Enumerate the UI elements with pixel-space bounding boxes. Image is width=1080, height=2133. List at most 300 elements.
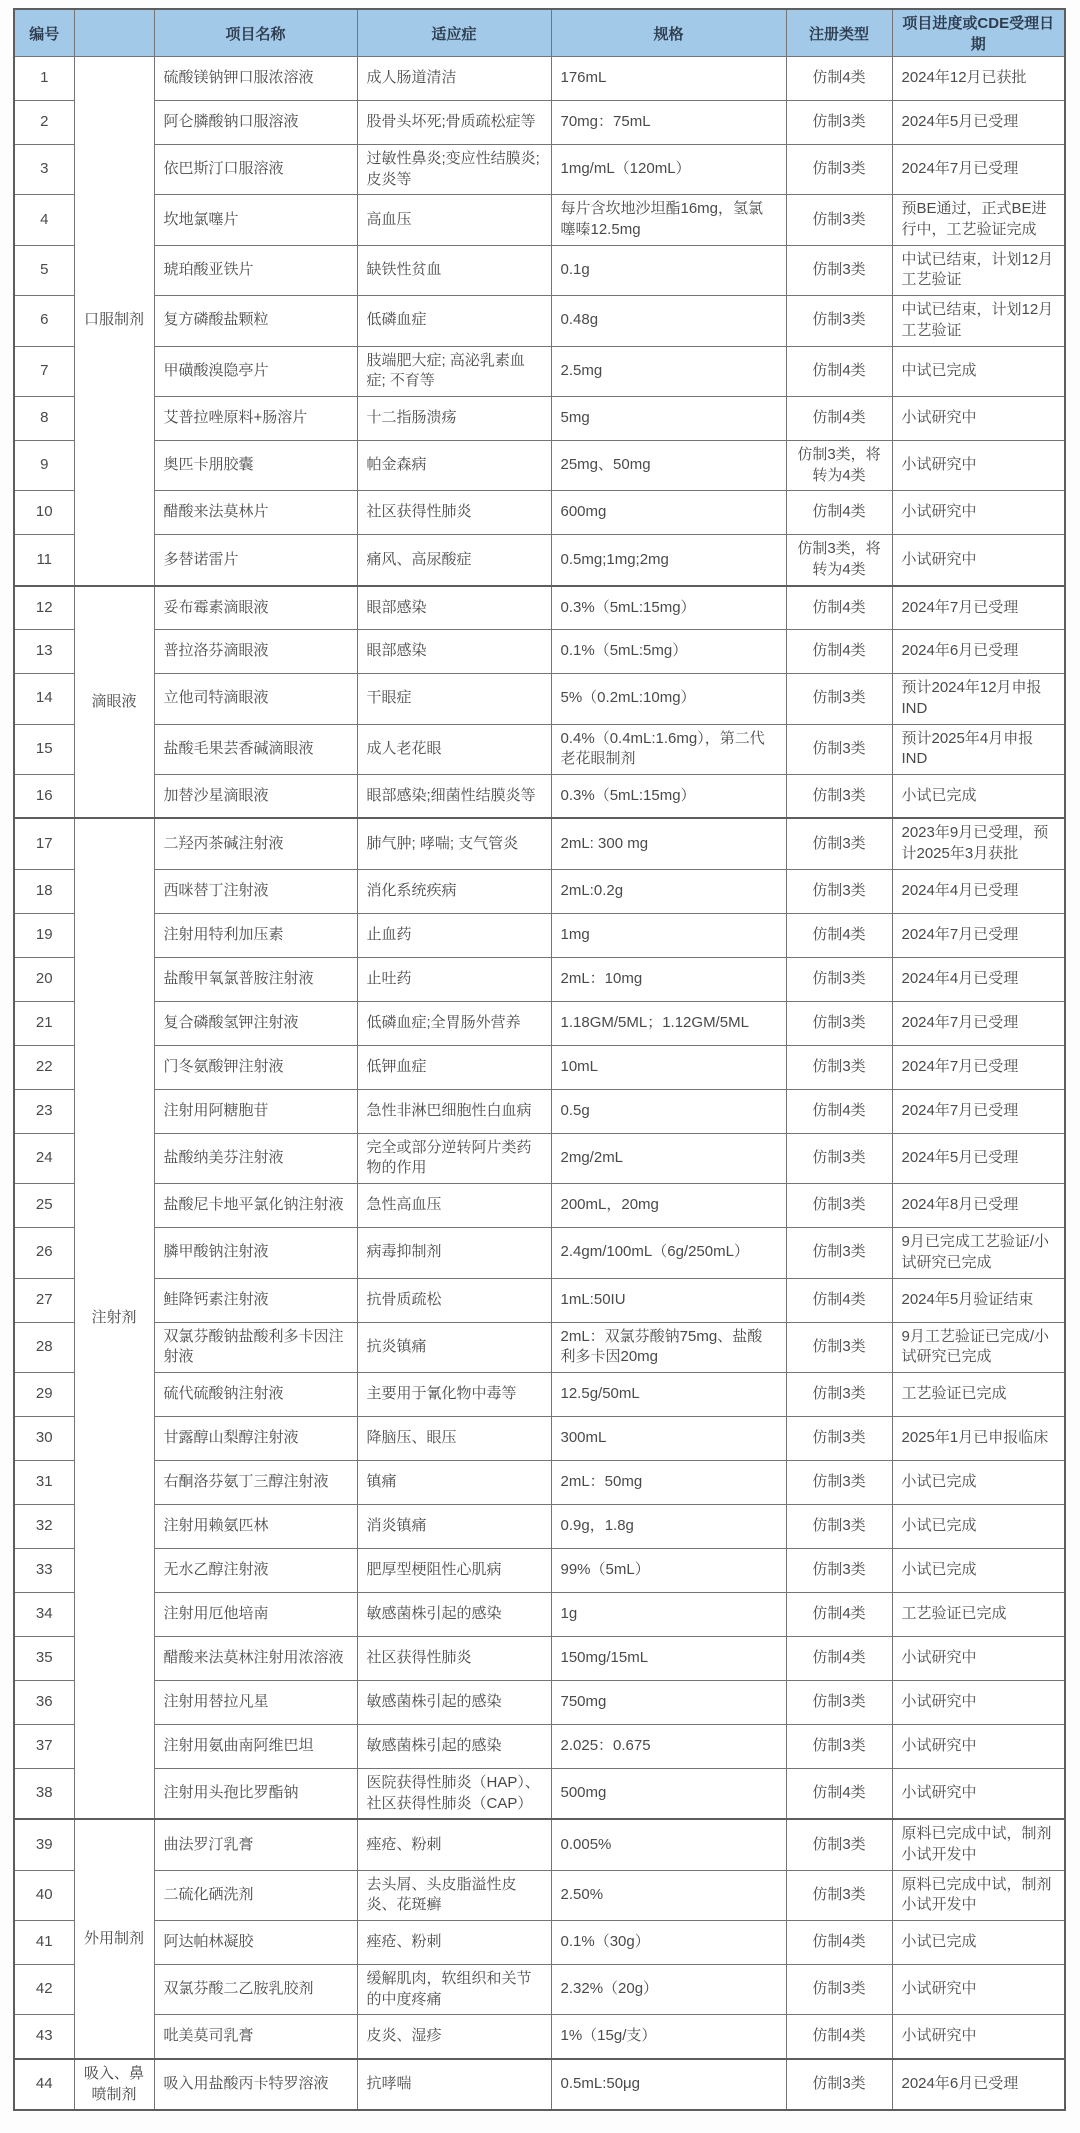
spec-cell: 2mL:0.2g — [551, 869, 786, 913]
indication-cell: 止吐药 — [357, 957, 551, 1001]
row-number-cell: 17 — [14, 818, 74, 869]
reg-type-cell: 仿制3类 — [786, 1819, 892, 1870]
reg-type-cell: 仿制3类 — [786, 818, 892, 869]
table-row — [14, 1045, 1065, 1089]
spec-cell: 2mL: 300 mg — [551, 818, 786, 869]
indication-cell: 社区获得性肺炎 — [357, 491, 551, 535]
category-cell: 吸入、鼻喷制剂 — [74, 2059, 154, 2110]
row-number-cell: 12 — [14, 586, 74, 630]
progress-cell: 原料已完成中试，制剂小试开发中 — [892, 1870, 1065, 1920]
spec-cell: 0.5g — [551, 1089, 786, 1133]
progress-cell: 2024年7月已受理 — [892, 145, 1065, 195]
spec-cell: 99%（5mL） — [551, 1548, 786, 1592]
spec-cell: 2.5mg — [551, 346, 786, 396]
reg-type-cell: 仿制3类 — [786, 1870, 892, 1920]
progress-cell: 2024年12月已获批 — [892, 57, 1065, 101]
progress-cell: 中试已结束，计划12月工艺验证 — [892, 296, 1065, 346]
spec-cell: 0.1%（30g） — [551, 1921, 786, 1965]
row-number-cell: 4 — [14, 195, 74, 245]
header-cell-category — [74, 9, 154, 57]
spec-cell: 600mg — [551, 491, 786, 535]
indication-cell: 皮炎、湿疹 — [357, 2015, 551, 2059]
row-number-cell: 35 — [14, 1636, 74, 1680]
progress-cell: 2024年7月已受理 — [892, 913, 1065, 957]
progress-cell: 2023年9月已受理，预计2025年3月获批 — [892, 818, 1065, 869]
project-name-cell: 甲磺酸溴隐亭片 — [154, 346, 357, 396]
progress-cell: 小试已完成 — [892, 1548, 1065, 1592]
progress-cell: 小试研究中 — [892, 396, 1065, 440]
project-name-cell: 双氯芬酸钠盐酸利多卡因注射液 — [154, 1322, 357, 1372]
table-row — [14, 1184, 1065, 1228]
row-number-cell: 1 — [14, 57, 74, 101]
spec-cell: 0.005% — [551, 1819, 786, 1870]
reg-type-cell: 仿制3类 — [786, 296, 892, 346]
reg-type-cell: 仿制3类 — [786, 1184, 892, 1228]
indication-cell: 低磷血症;全胃肠外营养 — [357, 1001, 551, 1045]
row-number-cell: 41 — [14, 1921, 74, 1965]
table-row — [14, 586, 1065, 630]
indication-cell: 痛风、高尿酸症 — [357, 535, 551, 586]
indication-cell: 急性非淋巴细胞性白血病 — [357, 1089, 551, 1133]
indication-cell: 敏感菌株引起的感染 — [357, 1680, 551, 1724]
indication-cell: 帕金森病 — [357, 440, 551, 490]
drug-pipeline-table — [13, 8, 1066, 2111]
row-number-cell: 42 — [14, 1965, 74, 2015]
indication-cell: 痤疮、粉刺 — [357, 1921, 551, 1965]
spec-cell: 500mg — [551, 1768, 786, 1819]
reg-type-cell: 仿制3类 — [786, 1133, 892, 1183]
spec-cell: 2mL：50mg — [551, 1460, 786, 1504]
indication-cell: 抗炎镇痛 — [357, 1322, 551, 1372]
reg-type-cell: 仿制3类 — [786, 957, 892, 1001]
table-row — [14, 1133, 1065, 1183]
row-number-cell: 2 — [14, 101, 74, 145]
reg-type-cell: 仿制3类，将转为4类 — [786, 535, 892, 586]
spec-cell: 25mg、50mg — [551, 440, 786, 490]
reg-type-cell: 仿制3类 — [786, 101, 892, 145]
table-row — [14, 818, 1065, 869]
progress-cell: 小试研究中 — [892, 440, 1065, 490]
table-row — [14, 195, 1065, 245]
project-name-cell: 硫酸镁钠钾口服浓溶液 — [154, 57, 357, 101]
progress-cell: 小试研究中 — [892, 2015, 1065, 2059]
reg-type-cell: 仿制3类 — [786, 674, 892, 724]
indication-cell: 肺气肿; 哮喘; 支气管炎 — [357, 818, 551, 869]
progress-cell: 小试研究中 — [892, 491, 1065, 535]
reg-type-cell: 仿制3类 — [786, 145, 892, 195]
table-row — [14, 1592, 1065, 1636]
table-row — [14, 535, 1065, 586]
progress-cell: 小试研究中 — [892, 1680, 1065, 1724]
project-name-cell: 艾普拉唑原料+肠溶片 — [154, 396, 357, 440]
spec-cell: 2.50% — [551, 1870, 786, 1920]
indication-cell: 消炎镇痛 — [357, 1504, 551, 1548]
table-row — [14, 869, 1065, 913]
reg-type-cell: 仿制3类，将转为4类 — [786, 440, 892, 490]
table-row — [14, 724, 1065, 774]
indication-cell: 去头屑、头皮脂溢性皮炎、花斑癣 — [357, 1870, 551, 1920]
row-number-cell: 20 — [14, 957, 74, 1001]
table-row — [14, 913, 1065, 957]
indication-cell: 降脑压、眼压 — [357, 1416, 551, 1460]
indication-cell: 病毒抑制剂 — [357, 1228, 551, 1278]
indication-cell: 急性高血压 — [357, 1184, 551, 1228]
progress-cell: 中试已结束，计划12月工艺验证 — [892, 245, 1065, 295]
indication-cell: 敏感菌株引起的感染 — [357, 1592, 551, 1636]
indication-cell: 缓解肌肉，软组织和关节的中度疼痛 — [357, 1965, 551, 2015]
table-row — [14, 774, 1065, 818]
reg-type-cell: 仿制3类 — [786, 1372, 892, 1416]
project-name-cell: 琥珀酸亚铁片 — [154, 245, 357, 295]
row-number-cell: 28 — [14, 1322, 74, 1372]
project-name-cell: 注射用氨曲南阿维巴坦 — [154, 1724, 357, 1768]
category-cell: 外用制剂 — [74, 1819, 154, 2059]
table-row — [14, 1680, 1065, 1724]
row-number-cell: 3 — [14, 145, 74, 195]
project-name-cell: 门冬氨酸钾注射液 — [154, 1045, 357, 1089]
row-number-cell: 30 — [14, 1416, 74, 1460]
table-row — [14, 491, 1065, 535]
project-name-cell: 注射用替拉凡星 — [154, 1680, 357, 1724]
spec-cell: 5%（0.2mL:10mg） — [551, 674, 786, 724]
project-name-cell: 膦甲酸钠注射液 — [154, 1228, 357, 1278]
indication-cell: 眼部感染;细菌性结膜炎等 — [357, 774, 551, 818]
project-name-cell: 醋酸来法莫林片 — [154, 491, 357, 535]
reg-type-cell: 仿制3类 — [786, 1548, 892, 1592]
spec-cell: 0.48g — [551, 296, 786, 346]
row-number-cell: 40 — [14, 1870, 74, 1920]
spec-cell: 2mL：双氯芬酸钠75mg、盐酸利多卡因20mg — [551, 1322, 786, 1372]
table-row — [14, 1089, 1065, 1133]
row-number-cell: 8 — [14, 396, 74, 440]
spec-cell: 0.1%（5mL:5mg） — [551, 630, 786, 674]
table-body — [14, 57, 1065, 2111]
project-name-cell: 曲法罗汀乳膏 — [154, 1819, 357, 1870]
progress-cell: 预计2025年4月申报IND — [892, 724, 1065, 774]
row-number-cell: 22 — [14, 1045, 74, 1089]
indication-cell: 敏感菌株引起的感染 — [357, 1724, 551, 1768]
row-number-cell: 24 — [14, 1133, 74, 1183]
spec-cell: 300mL — [551, 1416, 786, 1460]
project-name-cell: 右酮洛芬氨丁三醇注射液 — [154, 1460, 357, 1504]
spec-cell: 0.5mL:50μg — [551, 2059, 786, 2110]
table-row — [14, 145, 1065, 195]
project-name-cell: 奥匹卡朋胶囊 — [154, 440, 357, 490]
reg-type-cell: 仿制4类 — [786, 1592, 892, 1636]
row-number-cell: 27 — [14, 1278, 74, 1322]
project-name-cell: 盐酸毛果芸香碱滴眼液 — [154, 724, 357, 774]
indication-cell: 成人肠道清洁 — [357, 57, 551, 101]
spec-cell: 12.5g/50mL — [551, 1372, 786, 1416]
table-row — [14, 1416, 1065, 1460]
table-row — [14, 1548, 1065, 1592]
reg-type-cell: 仿制4类 — [786, 346, 892, 396]
project-name-cell: 依巴斯汀口服溶液 — [154, 145, 357, 195]
progress-cell: 中试已完成 — [892, 346, 1065, 396]
row-number-cell: 13 — [14, 630, 74, 674]
spec-cell: 1%（15g/支） — [551, 2015, 786, 2059]
progress-cell: 2024年7月已受理 — [892, 1001, 1065, 1045]
project-name-cell: 注射用厄他培南 — [154, 1592, 357, 1636]
reg-type-cell: 仿制3类 — [786, 245, 892, 295]
row-number-cell: 29 — [14, 1372, 74, 1416]
table-row — [14, 101, 1065, 145]
reg-type-cell: 仿制4类 — [786, 630, 892, 674]
indication-cell: 抗哮喘 — [357, 2059, 551, 2110]
indication-cell: 消化系统疾病 — [357, 869, 551, 913]
reg-type-cell: 仿制3类 — [786, 1001, 892, 1045]
reg-type-cell: 仿制4类 — [786, 1768, 892, 1819]
spec-cell: 150mg/15mL — [551, 1636, 786, 1680]
project-name-cell: 二硫化硒洗剂 — [154, 1870, 357, 1920]
indication-cell: 医院获得性肺炎（HAP）、社区获得性肺炎（CAP） — [357, 1768, 551, 1819]
reg-type-cell: 仿制3类 — [786, 1680, 892, 1724]
table-row — [14, 1636, 1065, 1680]
row-number-cell: 7 — [14, 346, 74, 396]
table-row — [14, 57, 1065, 101]
spec-cell: 1g — [551, 1592, 786, 1636]
project-name-cell: 盐酸纳美芬注射液 — [154, 1133, 357, 1183]
spec-cell: 176mL — [551, 57, 786, 101]
row-number-cell: 34 — [14, 1592, 74, 1636]
reg-type-cell: 仿制3类 — [786, 1416, 892, 1460]
header-cell-progress: 项目进度或CDE受理日期 — [892, 9, 1065, 57]
progress-cell: 小试研究中 — [892, 1768, 1065, 1819]
header-row — [14, 9, 1065, 57]
row-number-cell: 23 — [14, 1089, 74, 1133]
indication-cell: 肥厚型梗阻性心肌病 — [357, 1548, 551, 1592]
table-row — [14, 1870, 1065, 1920]
progress-cell: 原料已完成中试，制剂小试开发中 — [892, 1819, 1065, 1870]
indication-cell: 成人老花眼 — [357, 724, 551, 774]
project-name-cell: 吡美莫司乳膏 — [154, 2015, 357, 2059]
spec-cell: 750mg — [551, 1680, 786, 1724]
progress-cell: 小试研究中 — [892, 1965, 1065, 2015]
row-number-cell: 43 — [14, 2015, 74, 2059]
row-number-cell: 9 — [14, 440, 74, 490]
reg-type-cell: 仿制4类 — [786, 2015, 892, 2059]
spec-cell: 5mg — [551, 396, 786, 440]
spec-cell: 0.3%（5mL:15mg） — [551, 774, 786, 818]
project-name-cell: 注射用特利加压素 — [154, 913, 357, 957]
reg-type-cell: 仿制3类 — [786, 869, 892, 913]
project-name-cell: 阿仑膦酸钠口服溶液 — [154, 101, 357, 145]
row-number-cell: 18 — [14, 869, 74, 913]
spec-cell: 2.4gm/100mL（6g/250mL） — [551, 1228, 786, 1278]
row-number-cell: 19 — [14, 913, 74, 957]
spec-cell: 2mg/2mL — [551, 1133, 786, 1183]
spec-cell: 0.9g，1.8g — [551, 1504, 786, 1548]
reg-type-cell: 仿制4类 — [786, 1921, 892, 1965]
table-row — [14, 1372, 1065, 1416]
spec-cell: 200mL，20mg — [551, 1184, 786, 1228]
progress-cell: 2024年4月已受理 — [892, 869, 1065, 913]
project-name-cell: 鲑降钙素注射液 — [154, 1278, 357, 1322]
table-row — [14, 346, 1065, 396]
table-row — [14, 1228, 1065, 1278]
row-number-cell: 37 — [14, 1724, 74, 1768]
table-row — [14, 1819, 1065, 1870]
table-header — [14, 9, 1065, 57]
row-number-cell: 38 — [14, 1768, 74, 1819]
reg-type-cell: 仿制3类 — [786, 1045, 892, 1089]
indication-cell: 眼部感染 — [357, 586, 551, 630]
spec-cell: 1mg — [551, 913, 786, 957]
indication-cell: 肢端肥大症; 高泌乳素血症; 不育等 — [357, 346, 551, 396]
reg-type-cell: 仿制4类 — [786, 913, 892, 957]
project-name-cell: 立他司特滴眼液 — [154, 674, 357, 724]
table-row — [14, 1768, 1065, 1819]
indication-cell: 镇痛 — [357, 1460, 551, 1504]
progress-cell: 2024年5月已受理 — [892, 1133, 1065, 1183]
category-cell: 口服制剂 — [74, 57, 154, 586]
progress-cell: 小试研究中 — [892, 535, 1065, 586]
spec-cell: 1.18GM/5ML；1.12GM/5ML — [551, 1001, 786, 1045]
row-number-cell: 31 — [14, 1460, 74, 1504]
table-row — [14, 1460, 1065, 1504]
indication-cell: 干眼症 — [357, 674, 551, 724]
indication-cell: 社区获得性肺炎 — [357, 1636, 551, 1680]
project-name-cell: 阿达帕林凝胶 — [154, 1921, 357, 1965]
spec-cell: 10mL — [551, 1045, 786, 1089]
indication-cell: 股骨头坏死;骨质疏松症等 — [357, 101, 551, 145]
header-cell-reg-type: 注册类型 — [786, 9, 892, 57]
reg-type-cell: 仿制3类 — [786, 2059, 892, 2110]
progress-cell: 2024年7月已受理 — [892, 1089, 1065, 1133]
progress-cell: 小试已完成 — [892, 1504, 1065, 1548]
project-name-cell: 加替沙星滴眼液 — [154, 774, 357, 818]
reg-type-cell: 仿制4类 — [786, 1278, 892, 1322]
indication-cell: 缺铁性贫血 — [357, 245, 551, 295]
spec-cell: 0.1g — [551, 245, 786, 295]
row-number-cell: 33 — [14, 1548, 74, 1592]
project-name-cell: 注射用头孢比罗酯钠 — [154, 1768, 357, 1819]
row-number-cell: 32 — [14, 1504, 74, 1548]
progress-cell: 预计2024年12月申报IND — [892, 674, 1065, 724]
project-name-cell: 无水乙醇注射液 — [154, 1548, 357, 1592]
reg-type-cell: 仿制4类 — [786, 396, 892, 440]
indication-cell: 高血压 — [357, 195, 551, 245]
table-row — [14, 957, 1065, 1001]
reg-type-cell: 仿制3类 — [786, 1228, 892, 1278]
spec-cell: 70mg：75mL — [551, 101, 786, 145]
project-name-cell: 多替诺雷片 — [154, 535, 357, 586]
indication-cell: 痤疮、粉刺 — [357, 1819, 551, 1870]
spec-cell: 0.5mg;1mg;2mg — [551, 535, 786, 586]
spec-cell: 0.4%（0.4mL:1.6mg），第二代老花眼制剂 — [551, 724, 786, 774]
indication-cell: 止血药 — [357, 913, 551, 957]
reg-type-cell: 仿制3类 — [786, 1322, 892, 1372]
progress-cell: 工艺验证已完成 — [892, 1372, 1065, 1416]
project-name-cell: 复方磷酸盐颗粒 — [154, 296, 357, 346]
progress-cell: 2024年5月已受理 — [892, 101, 1065, 145]
table-row — [14, 1322, 1065, 1372]
reg-type-cell: 仿制3类 — [786, 1724, 892, 1768]
spec-cell: 0.3%（5mL:15mg） — [551, 586, 786, 630]
reg-type-cell: 仿制3类 — [786, 1965, 892, 2015]
progress-cell: 9月已完成工艺验证/小试研究已完成 — [892, 1228, 1065, 1278]
reg-type-cell: 仿制3类 — [786, 1460, 892, 1504]
indication-cell: 低钾血症 — [357, 1045, 551, 1089]
progress-cell: 小试研究中 — [892, 1724, 1065, 1768]
table-row — [14, 245, 1065, 295]
progress-cell: 2024年7月已受理 — [892, 1045, 1065, 1089]
spec-cell: 2.025：0.675 — [551, 1724, 786, 1768]
project-name-cell: 坎地氯噻片 — [154, 195, 357, 245]
indication-cell: 主要用于氰化物中毒等 — [357, 1372, 551, 1416]
progress-cell: 2024年5月验证结束 — [892, 1278, 1065, 1322]
progress-cell: 小试已完成 — [892, 1460, 1065, 1504]
project-name-cell: 注射用阿糖胞苷 — [154, 1089, 357, 1133]
table-row — [14, 440, 1065, 490]
progress-cell: 2025年1月已申报临床 — [892, 1416, 1065, 1460]
table-row — [14, 2059, 1065, 2110]
project-name-cell: 注射用赖氨匹林 — [154, 1504, 357, 1548]
row-number-cell: 15 — [14, 724, 74, 774]
row-number-cell: 16 — [14, 774, 74, 818]
project-name-cell: 硫代硫酸钠注射液 — [154, 1372, 357, 1416]
project-name-cell: 西咪替丁注射液 — [154, 869, 357, 913]
row-number-cell: 11 — [14, 535, 74, 586]
table-row — [14, 1965, 1065, 2015]
progress-cell: 2024年8月已受理 — [892, 1184, 1065, 1228]
reg-type-cell: 仿制3类 — [786, 724, 892, 774]
indication-cell: 十二指肠溃疡 — [357, 396, 551, 440]
reg-type-cell: 仿制4类 — [786, 1089, 892, 1133]
progress-cell: 2024年4月已受理 — [892, 957, 1065, 1001]
table-row — [14, 630, 1065, 674]
indication-cell: 低磷血症 — [357, 296, 551, 346]
row-number-cell: 5 — [14, 245, 74, 295]
indication-cell: 眼部感染 — [357, 630, 551, 674]
table-row — [14, 1001, 1065, 1045]
reg-type-cell: 仿制4类 — [786, 1636, 892, 1680]
header-cell-id: 编号 — [14, 9, 74, 57]
reg-type-cell: 仿制4类 — [786, 586, 892, 630]
row-number-cell: 21 — [14, 1001, 74, 1045]
row-number-cell: 26 — [14, 1228, 74, 1278]
project-name-cell: 复合磷酸氢钾注射液 — [154, 1001, 357, 1045]
project-name-cell: 盐酸甲氧氯普胺注射液 — [154, 957, 357, 1001]
header-cell-name: 项目名称 — [154, 9, 357, 57]
table-row — [14, 1921, 1065, 1965]
row-number-cell: 25 — [14, 1184, 74, 1228]
row-number-cell: 44 — [14, 2059, 74, 2110]
table-row — [14, 2015, 1065, 2059]
table-row — [14, 1504, 1065, 1548]
project-name-cell: 盐酸尼卡地平氯化钠注射液 — [154, 1184, 357, 1228]
table-row — [14, 296, 1065, 346]
spec-cell: 每片含坎地沙坦酯16mg，氢氯噻嗪12.5mg — [551, 195, 786, 245]
spec-cell: 1mL:50IU — [551, 1278, 786, 1322]
progress-cell: 2024年7月已受理 — [892, 586, 1065, 630]
project-name-cell: 甘露醇山梨醇注射液 — [154, 1416, 357, 1460]
table-row — [14, 1724, 1065, 1768]
header-cell-indication: 适应症 — [357, 9, 551, 57]
table-row — [14, 674, 1065, 724]
project-name-cell: 妥布霉素滴眼液 — [154, 586, 357, 630]
table-row — [14, 396, 1065, 440]
progress-cell: 工艺验证已完成 — [892, 1592, 1065, 1636]
indication-cell: 过敏性鼻炎;变应性结膜炎;皮炎等 — [357, 145, 551, 195]
project-name-cell: 普拉洛芬滴眼液 — [154, 630, 357, 674]
reg-type-cell: 仿制3类 — [786, 774, 892, 818]
row-number-cell: 39 — [14, 1819, 74, 1870]
indication-cell: 抗骨质疏松 — [357, 1278, 551, 1322]
table-row — [14, 1278, 1065, 1322]
row-number-cell: 14 — [14, 674, 74, 724]
project-name-cell: 醋酸来法莫林注射用浓溶液 — [154, 1636, 357, 1680]
